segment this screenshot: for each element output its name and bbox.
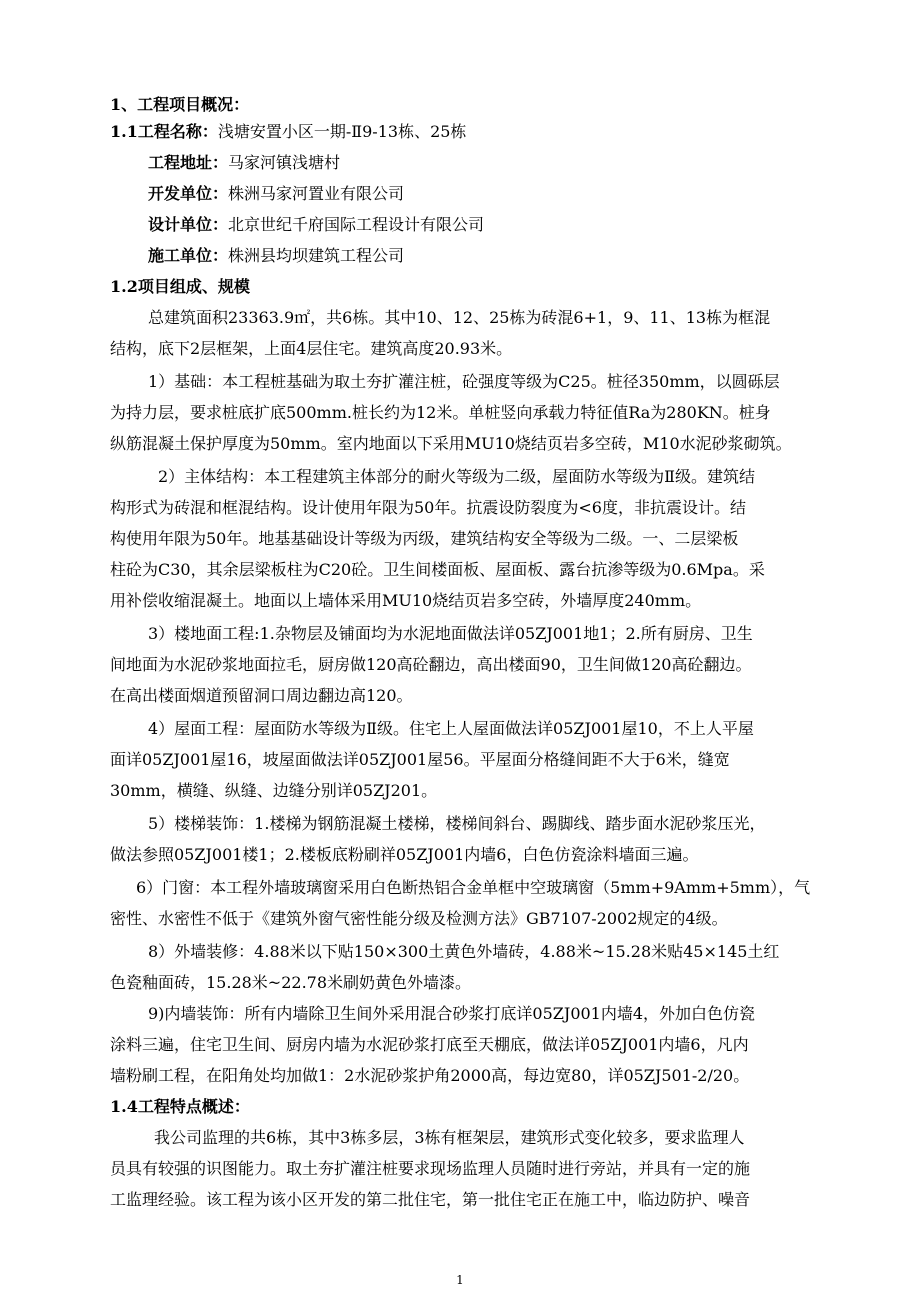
paragraph-line: 墙粉刷工程，在阳角处均加做1：2水泥砂浆护角2000高，每边宽80，详05ZJ501-2/20。: [110, 1066, 750, 1085]
paragraph-line: 结构，底下2层框架，上面4层住宅。建筑高度20.93米。: [110, 339, 513, 358]
paragraph-line: 做法参照05ZJ001楼1；2.楼板底粉刷祥05ZJ001内墙6，白色仿瓷涂料墙面三遍。: [110, 845, 699, 864]
developer-row: [148, 183, 404, 205]
paragraph-line: 面详05ZJ001屋16，坡屋面做法详05ZJ001屋56。平屋面分格缝间距不大于6米，缝宽: [110, 750, 730, 769]
project-address-row: [148, 152, 340, 174]
paragraph-line: 为持力层，要求桩底扩底500mm.桩长约为12米。单桩竖向承载力特征值Ra为280KN。桩身: [110, 403, 771, 422]
paragraph-line: 涂料三遍，住宅卫生间、厨房内墙为水泥砂浆打底至天棚底，做法详05ZJ001内墙6，凡内: [110, 1035, 749, 1054]
section-heading-features: 1.4工程特点概述：: [110, 1097, 250, 1116]
builder-label: 施工单位：: [148, 246, 229, 265]
paragraph-line: 纵筋混凝土保护厚度为50mm。室内地面以下采用MU10烧结页岩多空砖，M10水泥砂浆砌筑。: [110, 434, 792, 453]
paragraph-line: 色瓷釉面砖，15.28米~22.78米刷奶黄色外墙漆。: [110, 973, 472, 992]
project-name-value: 浅塘安置小区一期-Ⅱ9-13栋、25栋: [217, 122, 467, 141]
project-name-label: 1.1工程名称：: [110, 122, 218, 141]
section-heading-overview: 1、工程项目概况：: [110, 95, 250, 114]
paragraph-line: 员具有较强的识图能力。取土夯扩灌注桩要求现场监理人员随时进行旁站，并具有一定的施: [110, 1159, 751, 1178]
builder-row: [148, 245, 404, 267]
developer-label: 开发单位：: [148, 184, 229, 203]
paragraph-line: 6）门窗：本工程外墙玻璃窗采用白色断热铝合金单框中空玻璃窗（5mm+9Amm+5mm），气: [136, 878, 811, 897]
paragraph-line: 构形式为砖混和框混结构。设计使用年限为50年。抗震设防裂度为<6度，非抗震设计。结: [110, 498, 746, 517]
section-heading-composition: 1.2项目组成、规模: [110, 277, 250, 296]
paragraph-line: 我公司监理的共6栋，其中3栋多层，3栋有框架层，建筑形式变化较多，要求监理人: [154, 1128, 745, 1147]
paragraph-line: 30mm，横缝、纵缝、边缝分别详05ZJ201。: [110, 781, 438, 800]
designer-row: [148, 214, 484, 236]
paragraph-line: 1）基础：本工程桩基础为取土夯扩灌注桩，砼强度等级为C25。桩径350mm，以圆砾层: [148, 372, 780, 391]
builder-value: 株洲县均坝建筑工程公司: [228, 246, 405, 265]
project-address-label: 工程地址：: [148, 153, 229, 172]
project-name-row: [110, 121, 466, 143]
paragraph-line: 3）楼地面工程:1.杂物层及铺面均为水泥地面做法详05ZJ001地1；2.所有厨房、卫生: [148, 624, 753, 643]
developer-value: 株洲马家河置业有限公司: [228, 184, 405, 203]
paragraph-line: 密性、水密性不低于《建筑外窗气密性能分级及检测方法》GB7107-2002规定的4级。: [110, 909, 728, 928]
paragraph-line: 4）屋面工程：屋面防水等级为Ⅱ级。住宅上人屋面做法详05ZJ001屋10，不上人平屋: [148, 719, 754, 738]
paragraph-line: 用补偿收缩混凝土。地面以上墙体采用MU10烧结页岩多空砖，外墙厚度240mm。: [110, 591, 702, 610]
paragraph-line: 在高出楼面烟道预留洞口周边翻边高120。: [110, 686, 413, 705]
paragraph-line: 9)内墙装饰：所有内墙除卫生间外采用混合砂浆打底详05ZJ001内墙4，外加白色仿瓷: [148, 1004, 756, 1023]
paragraph-line: 间地面为水泥砂浆地面拉毛，厨房做120高砼翻边，高出楼面90，卫生间做120高砼翻边。: [110, 655, 752, 674]
designer-label: 设计单位：: [148, 215, 229, 234]
paragraph-line: 2）主体结构：本工程建筑主体部分的耐火等级为二级，屋面防水等级为Ⅱ级。建筑结: [158, 467, 756, 486]
designer-value: 北京世纪千府国际工程设计有限公司: [228, 215, 485, 234]
paragraph-line: 总建筑面积23363.9㎡，共6栋。其中10、12、25栋为砖混6+1，9、11、13栋为框混: [148, 308, 771, 327]
paragraph-line: 柱砼为C30，其余层梁板柱为C20砼。卫生间楼面板、屋面板、露台抗渗等级为0.6Mpa。采: [110, 560, 765, 579]
page-number: 1: [456, 1273, 464, 1287]
paragraph-line: 工监理经验。该工程为该小区开发的第二批住宅，第一批住宅正在施工中，临边防护、噪音: [110, 1190, 751, 1209]
paragraph-line: 构使用年限为50年。地基基础设计等级为丙级，建筑结构安全等级为二级。一、二层梁板: [110, 529, 739, 548]
paragraph-line: 8）外墙装修：4.88米以下贴150×300土黄色外墙砖，4.88米~15.28米贴45×145土红: [148, 942, 780, 961]
project-address-value: 马家河镇浅塘村: [228, 153, 341, 172]
paragraph-line: 5）楼梯装饰：1.楼梯为钢筋混凝土楼梯，楼梯间斜台、踢脚线、踏步面水泥砂浆压光，: [148, 814, 766, 833]
